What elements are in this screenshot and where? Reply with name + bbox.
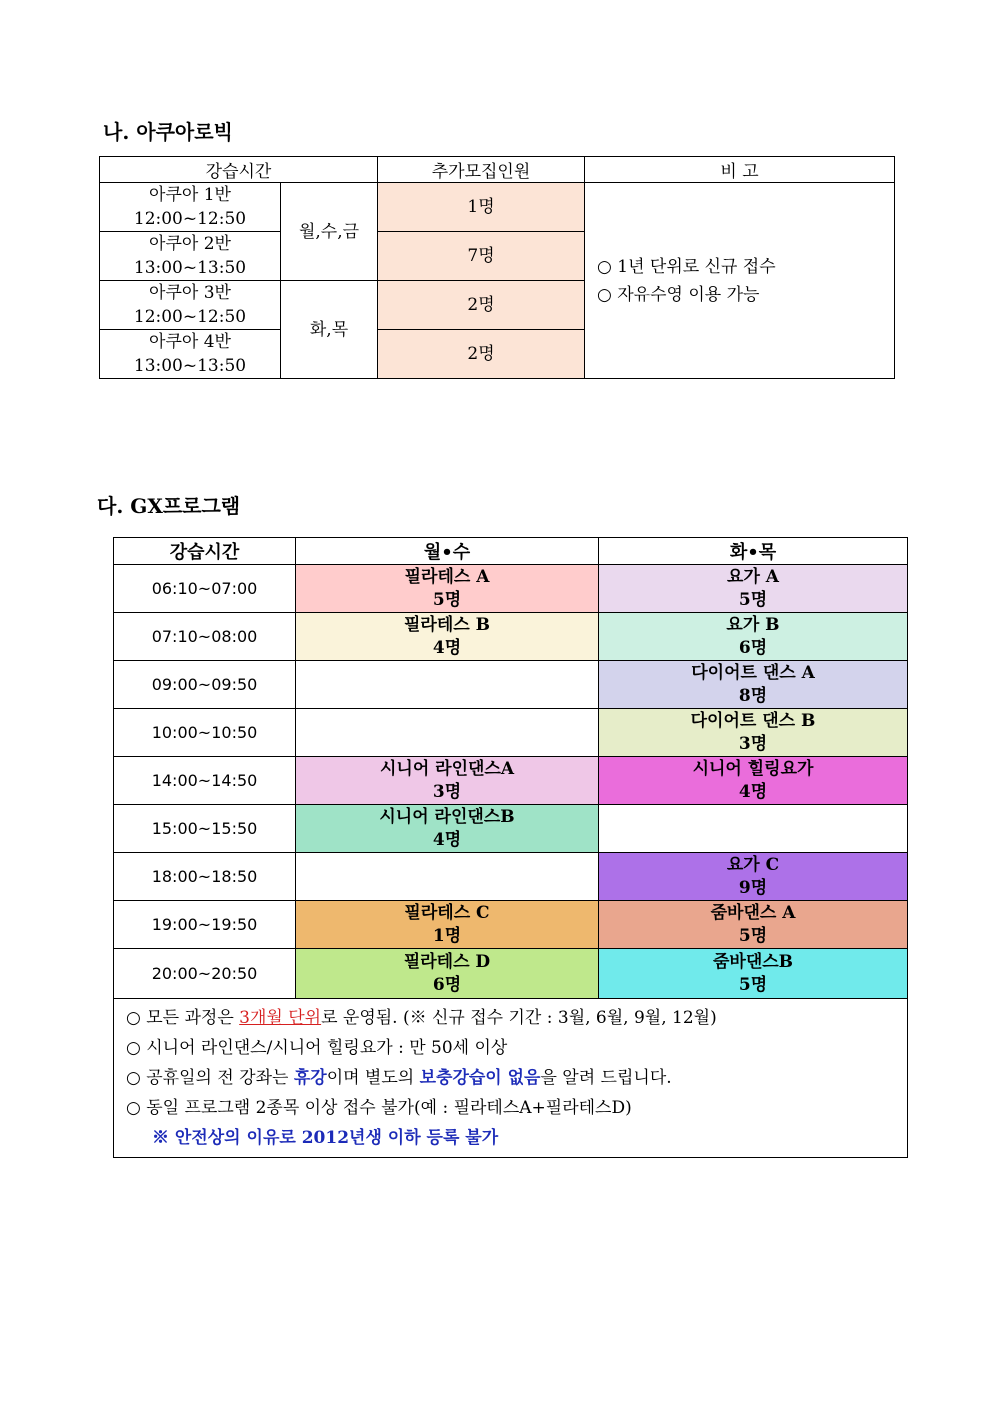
class-name: 아쿠아 2반 [149,234,231,254]
note-line: ○ 자유수영 이용 가능 [597,284,760,305]
class-time-cell [100,281,281,330]
mw-class-cell [296,949,599,999]
aqua-header-count: 추가모집인원 [378,157,585,183]
table-row [114,949,908,999]
mw-class-cell [296,709,599,757]
note-warning: ※ 안전상의 이유로 2012년생 이하 등록 불가 [152,1128,499,1148]
class-name: 줌바댄스B [712,951,794,972]
class-time: 13:00~13:50 [133,258,247,278]
days-cell: 화,목 [281,281,378,379]
table-row [114,661,908,709]
mw-class-cell [296,805,599,853]
class-count: 3명 [738,733,768,754]
count-cell: 1명 [378,183,585,232]
class-name: 시니어 힐링요가 [692,758,814,779]
aqua-heading: 나. 아쿠아로빅 [103,120,233,144]
class-time-cell [100,232,281,281]
class-time: 12:00~12:50 [133,209,247,229]
class-time-cell [100,330,281,379]
note-line [126,1063,907,1093]
class-count: 1명 [432,925,462,946]
note-text: 로 운영됨. (※ 신규 접수 기간 : 3월, 6월, 9월, 12월) [321,1008,717,1028]
class-time: 12:00~12:50 [133,307,247,327]
mw-class-cell [296,757,599,805]
gx-header-row [114,538,908,565]
gx-table [113,537,908,1158]
class-name: 필라테스 B [404,614,490,635]
mw-class-cell [296,613,599,661]
time-cell: 20:00~20:50 [114,949,296,999]
class-count: 5명 [738,974,768,995]
tt-class-cell [599,613,908,661]
class-name: 다이어트 댄스 B [690,710,816,731]
note-highlight: 3개월 단위 [239,1008,322,1028]
class-name: 요가 A [727,566,779,587]
table-row [114,805,908,853]
class-name: 요가 B [726,614,780,635]
time-cell: 19:00~19:50 [114,901,296,949]
note-text: ○ 모든 과정은 [126,1008,240,1028]
class-count: 5명 [738,589,768,610]
mw-class-cell [296,565,599,613]
tt-class-cell [599,565,908,613]
table-row [100,183,895,232]
gx-notes-row [114,999,908,1158]
note-highlight: 보충강습이 없음 [419,1068,541,1088]
table-row [114,565,908,613]
class-name: 필라테스 A [404,566,490,587]
note-highlight: 휴강 [293,1068,327,1088]
aqua-notes [585,183,895,379]
time-cell: 15:00~15:50 [114,805,296,853]
days-cell: 월,수,금 [281,183,378,281]
class-name: 필라테스 D [403,951,491,972]
count-cell: 2명 [378,330,585,379]
class-count: 8명 [738,685,768,706]
class-count: 6명 [432,974,462,995]
table-row [114,613,908,661]
tt-class-cell [599,661,908,709]
time-cell: 10:00~10:50 [114,709,296,757]
aqua-header-note: 비 고 [585,157,895,183]
class-name: 요가 C [726,854,780,875]
count-cell: 2명 [378,281,585,330]
aqua-header-time: 강습시간 [100,157,378,183]
class-name: 다이어트 댄스 A [691,662,815,683]
gx-header-time: 강습시간 [114,538,296,565]
class-name: 시니어 라인댄스A [379,758,515,779]
class-name: 줌바댄스 A [710,902,796,923]
table-row [114,853,908,901]
mw-class-cell [296,901,599,949]
mw-class-cell [296,661,599,709]
class-count: 3명 [432,781,462,802]
class-count: 5명 [432,589,462,610]
gx-header-tt: 화•목 [599,538,908,565]
note-text: 을 알려 드립니다. [540,1068,672,1088]
table-row [114,901,908,949]
class-count: 4명 [432,637,462,658]
time-cell: 07:10~08:00 [114,613,296,661]
aqua-header-row [100,157,895,183]
class-name: 아쿠아 1반 [149,185,231,205]
table-row [114,757,908,805]
note-text: 이며 별도의 [326,1068,420,1088]
note-line [126,1003,907,1033]
class-name: 필라테스 C [404,902,490,923]
gx-heading: 다. GX프로그램 [97,494,241,518]
tt-class-cell [599,853,908,901]
class-name: 아쿠아 4반 [149,332,231,352]
note-line: ○ 시니어 라인댄스/시니어 힐링요가 : 만 50세 이상 [126,1038,508,1058]
note-line: ○ 1년 단위로 신규 접수 [597,256,776,277]
gx-notes [114,999,908,1158]
tt-class-cell [599,757,908,805]
class-count: 4명 [738,781,768,802]
time-cell: 06:10~07:00 [114,565,296,613]
tt-class-cell [599,949,908,999]
class-name: 시니어 라인댄스B [379,806,515,827]
count-cell: 7명 [378,232,585,281]
note-text: ○ 공휴일의 전 강좌는 [126,1068,294,1088]
time-cell: 09:00~09:50 [114,661,296,709]
class-count: 5명 [738,925,768,946]
note-line: ○ 동일 프로그램 2종목 이상 접수 불가(예 : 필라테스A+필라테스D) [126,1098,632,1118]
table-row [114,709,908,757]
aqua-table [99,156,895,379]
class-count: 6명 [738,637,768,658]
gx-header-mw: 월•수 [296,538,599,565]
mw-class-cell [296,853,599,901]
class-count: 4명 [432,829,462,850]
tt-class-cell [599,709,908,757]
time-cell: 18:00~18:50 [114,853,296,901]
class-time-cell [100,183,281,232]
tt-class-cell [599,805,908,853]
class-time: 13:00~13:50 [133,356,247,376]
tt-class-cell [599,901,908,949]
class-name: 아쿠아 3반 [149,283,231,303]
time-cell: 14:00~14:50 [114,757,296,805]
class-count: 9명 [738,877,768,898]
